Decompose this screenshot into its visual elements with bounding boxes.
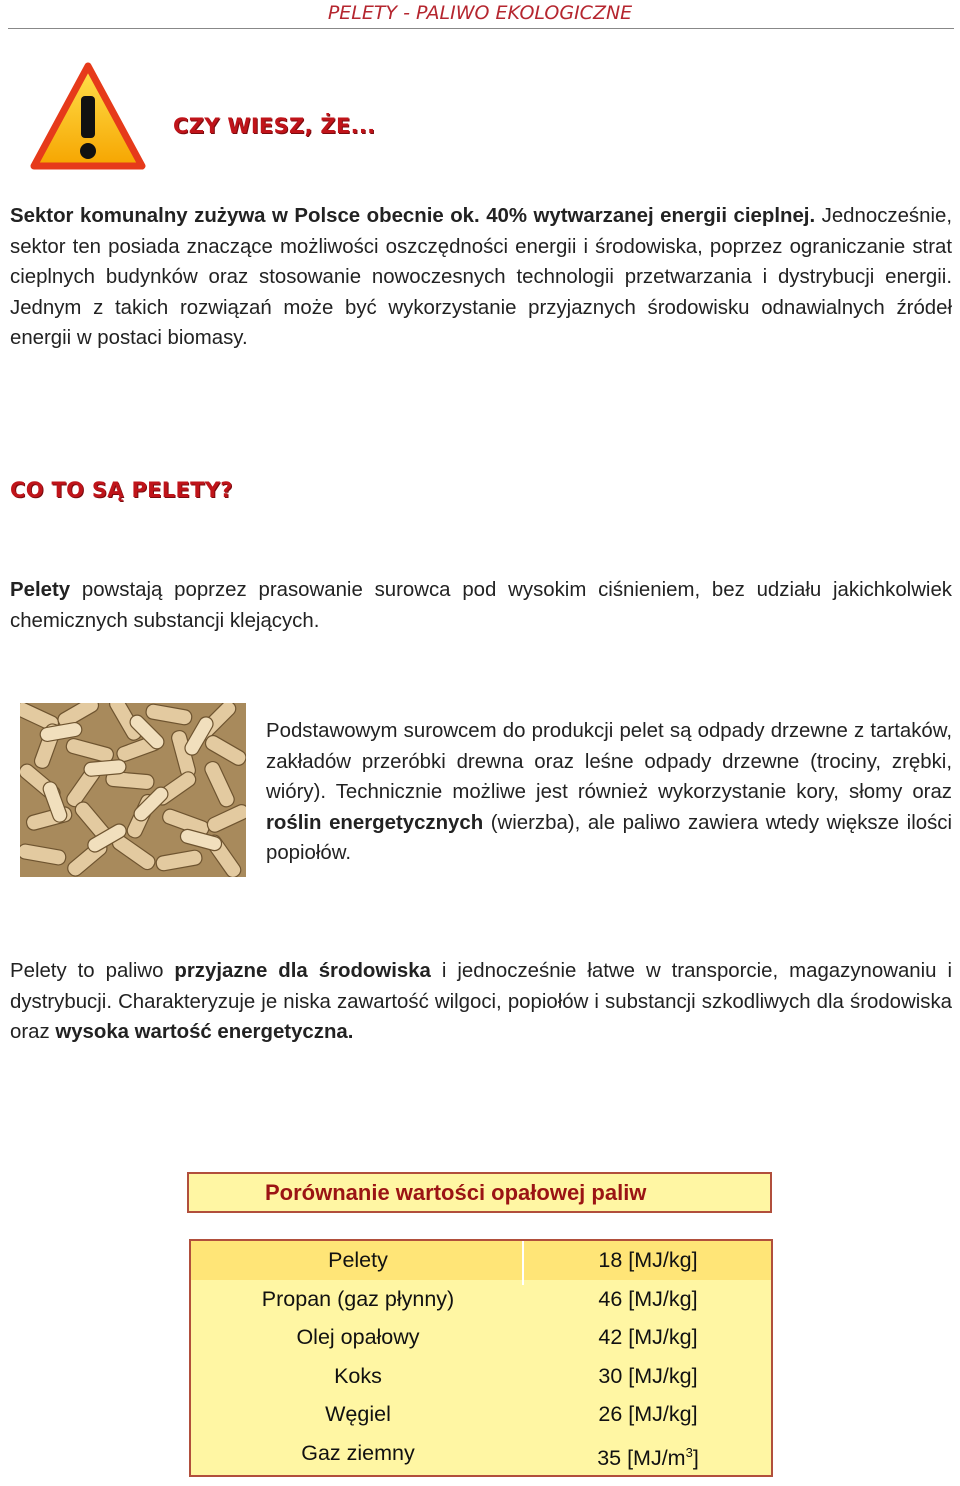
eco-friendly-bold: przyjazne dla środowiska xyxy=(174,960,431,982)
fuel-value: 30 [MJ/kg] xyxy=(598,1363,698,1388)
table-row xyxy=(191,1318,771,1357)
table-row xyxy=(191,1241,771,1280)
value-end: ] xyxy=(692,1445,699,1470)
value-superscript: 3 xyxy=(685,1444,693,1460)
raw-material-text-b: (wierzba), ale paliwo zawiera wtedy większe ilości popiołów. xyxy=(266,811,952,864)
value-main: 35 [MJ/m xyxy=(597,1445,686,1470)
intro-paragraph xyxy=(10,201,952,354)
benefits-paragraph xyxy=(10,956,952,1048)
fuel-value: 42 [MJ/kg] xyxy=(598,1325,698,1349)
table-title-box xyxy=(187,1172,772,1213)
table-row xyxy=(191,1434,771,1473)
energy-plants-bold: roślin energetycznych xyxy=(266,811,484,834)
benefits-text-a: Pelety to paliwo xyxy=(10,960,175,982)
header-divider xyxy=(8,28,954,29)
table-row xyxy=(191,1357,771,1396)
fuel-name: Węgiel xyxy=(325,1402,391,1426)
fuel-value xyxy=(525,1434,771,1477)
intro-bold-text: Sektor komunalny zużywa w Polsce obecnie ok. 40% wytwarzanej energii cieplnej. xyxy=(10,205,816,227)
pellets-image xyxy=(20,703,246,877)
column-separator xyxy=(522,1241,524,1285)
pellets-definition-text: powstają poprzez prasowanie surowca pod wysokim ciśnieniem, bez udziału jakichkolwiek chemicznych substancji klejących. xyxy=(10,579,952,632)
fuel-name: Gaz ziemny xyxy=(301,1440,415,1465)
pellets-definition-paragraph xyxy=(10,575,952,636)
page-header: PELETY - PALIWO EKOLOGICZNE xyxy=(327,2,633,24)
benefits-text-b: i jednocześnie łatwe w transporcie, magazynowaniu i dystrybucji. Charakteryzuje je niska zawartość wilgoci, popiołów i substancji szkodliwych dla środowiska oraz xyxy=(10,960,952,1043)
table-row xyxy=(191,1395,771,1434)
fuel-value: 18 [MJ/kg] xyxy=(598,1248,698,1272)
fuel-value: 26 [MJ/kg] xyxy=(598,1402,698,1426)
table-title: Porównanie wartości opałowej paliw xyxy=(265,1180,647,1205)
what-are-pellets-heading: CO TO SĄ PELETY? xyxy=(10,478,233,502)
pellets-bold-word: Pelety xyxy=(10,579,71,601)
raw-material-paragraph xyxy=(266,716,952,869)
warning-icon xyxy=(30,62,146,172)
fuel-comparison-table xyxy=(189,1239,773,1477)
fuel-name: Pelety xyxy=(328,1248,388,1272)
raw-material-text-a: Podstawowym surowcem do produkcji pelet są odpady drzewne z tartaków, zakładów przeróbki drewna oraz leśne odpady drzewne (trociny, zrębki, wióry). Technicznie możliwe jest również wykorzystanie kory, słomy oraz xyxy=(266,720,952,803)
fuel-name: Koks xyxy=(334,1363,382,1388)
high-energy-bold: wysoka wartość energetyczna. xyxy=(55,1021,354,1043)
fuel-name: Propan (gaz płynny) xyxy=(261,1286,455,1311)
did-you-know-heading: CZY WIESZ, ŻE... xyxy=(173,114,376,138)
fuel-value: 46 [MJ/kg] xyxy=(598,1286,698,1311)
intro-text: Jednocześnie, sektor ten posiada znaczące możliwości oszczędności energii i środowiska, poprzez ograniczanie strat cieplnych budynków oraz stosowanie nowoczesnych technologii przetwarzania i dystrybucji energii. Jednym z takich rozwiązań może być wykorzystanie przyjaznych środowisku odnawialnych źródeł energii w postaci biomasy. xyxy=(10,205,952,349)
fuel-name: Olej opałowy xyxy=(296,1325,420,1349)
table-row xyxy=(191,1280,771,1319)
